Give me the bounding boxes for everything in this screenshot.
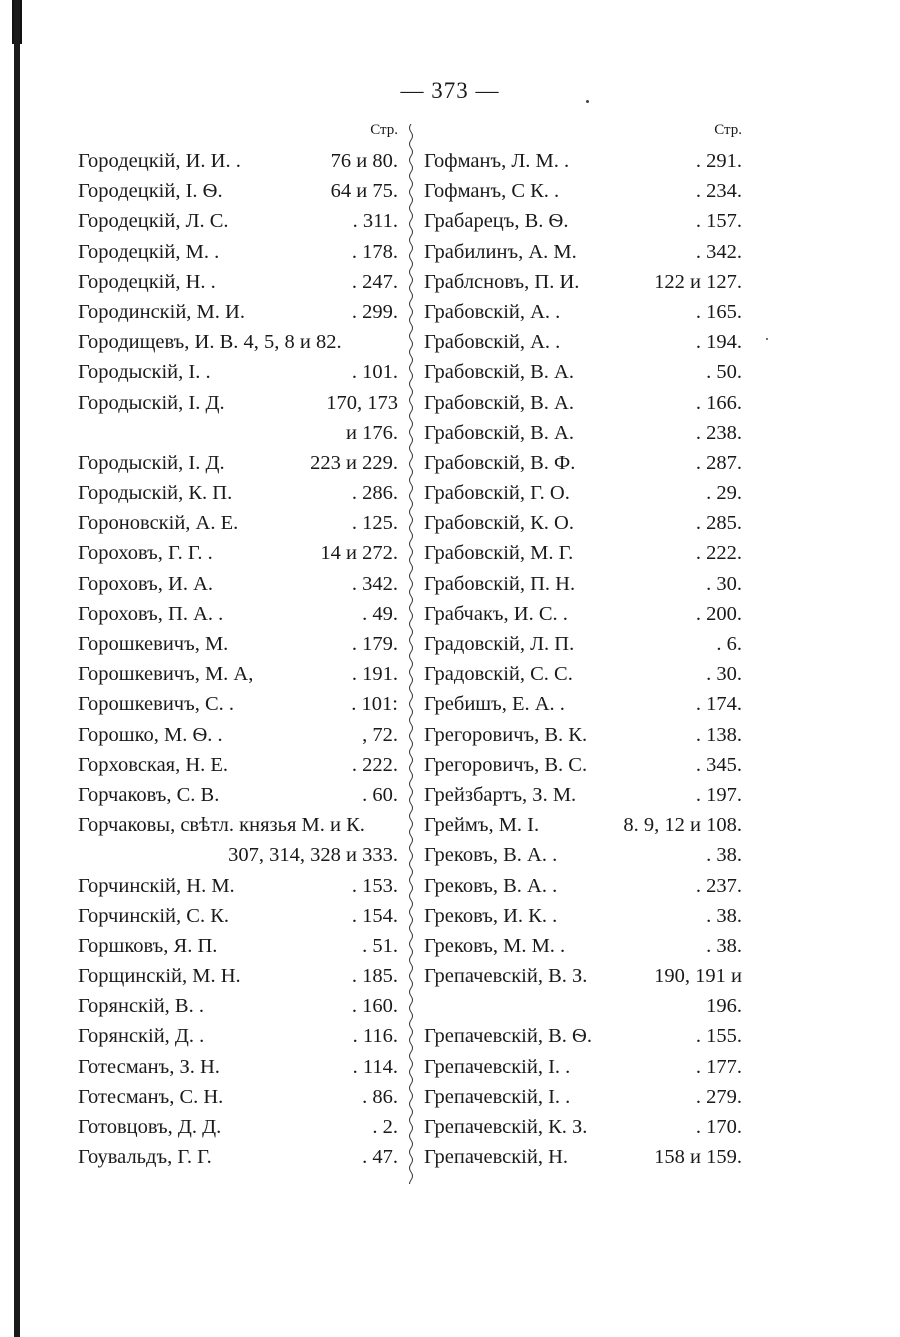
entry-name: Городыскій, І. . — [78, 361, 211, 384]
index-entry — [78, 508, 398, 538]
entry-name: Городецкій, І. Ѳ. — [78, 180, 223, 203]
entry-name: Горянскій, В. . — [78, 995, 204, 1018]
entry-pages: . 279. — [695, 1085, 742, 1108]
index-entry — [424, 146, 742, 176]
entry-name: Горошко, М. Ѳ. . — [78, 723, 223, 746]
entry-name: Грабовскій, В. А. — [424, 391, 574, 414]
entry-pages: . 101: — [351, 693, 398, 716]
index-entry — [78, 780, 398, 810]
index-entry — [424, 961, 742, 991]
index-entry — [424, 689, 742, 719]
index-entry — [78, 1021, 398, 1051]
entry-name: Грегоровичъ, В. К. — [424, 723, 588, 746]
index-entry — [424, 750, 742, 780]
index-entry — [424, 508, 742, 538]
index-entry — [78, 901, 398, 931]
index-entry — [424, 901, 742, 931]
entry-pages: . 49. — [362, 602, 398, 625]
index-entry — [78, 1142, 398, 1172]
entry-pages: . 101. — [351, 361, 398, 384]
entry-name: Гофманъ, С К. . — [424, 180, 560, 203]
entry-pages: , 72. — [362, 723, 398, 746]
entry-name: Грековъ, В. А. . — [424, 874, 558, 897]
entry-pages: . 6. — [716, 633, 742, 655]
entry-pages: . 247. — [351, 270, 398, 293]
index-entry — [424, 327, 742, 357]
entry-name: Городыскій, К. П. — [78, 482, 233, 505]
entry-name: Городецкій, Л. С. — [78, 210, 229, 233]
entry-name: Гоувальдъ, Г. Г. — [78, 1146, 212, 1169]
index-entry — [424, 267, 742, 297]
entry-pages: . 30. — [706, 572, 742, 595]
entry-name: Градовскій, Л. П. — [424, 633, 575, 655]
index-entry — [78, 206, 398, 236]
entry-pages: . 234. — [695, 180, 742, 203]
index-entry — [78, 871, 398, 901]
index-entry — [78, 297, 398, 327]
entry-name: Грепачевскій, К. З. — [424, 1116, 588, 1138]
column-header-pages: Стр. — [714, 122, 742, 138]
index-entry — [424, 780, 742, 810]
index-entry — [78, 146, 398, 176]
entry-pages: . 50. — [706, 361, 742, 384]
entry-pages: . 166. — [695, 391, 742, 414]
index-entry — [424, 388, 742, 418]
entry-pages: 190, 191 и — [654, 965, 742, 988]
entry-name: Грабовскій, П. Н. — [424, 572, 576, 595]
entry-pages: и 176. — [346, 421, 398, 444]
entry-name: Грабовскій, А. . — [424, 331, 561, 354]
entry-name: Городищевъ, И. В. 4, 5, 8 и 82. — [78, 331, 342, 354]
entry-name: Грабчакъ, И. С. . — [424, 602, 568, 625]
entry-name: Грейзбартъ, З. М. — [424, 783, 577, 806]
entry-name: Грабовскій, В. А. — [424, 361, 574, 384]
entry-name: Готесманъ, З. Н. — [78, 1055, 220, 1078]
index-entry — [424, 840, 742, 870]
index-entry — [78, 961, 398, 991]
index-entry — [424, 237, 742, 267]
index-entry — [424, 569, 742, 599]
entry-pages: . 86. — [362, 1085, 398, 1108]
entry-pages: . 197. — [695, 783, 742, 806]
entry-pages: . 174. — [695, 693, 742, 716]
index-entry — [424, 297, 742, 327]
index-entry — [424, 1052, 742, 1082]
entry-name: Городыскій, І. Д. — [78, 451, 225, 474]
index-entry — [78, 357, 398, 387]
index-entry — [78, 1112, 398, 1142]
entry-name: Горчинскій, С. К. — [78, 904, 229, 927]
entry-pages: . 170. — [695, 1116, 742, 1138]
index-entry — [78, 750, 398, 780]
entry-pages: 158 и 159. — [654, 1146, 742, 1169]
entry-name: Грабовскій, М. Г. — [424, 542, 574, 565]
index-entry — [424, 176, 742, 206]
entry-name: Горчинскій, Н. М. — [78, 874, 235, 897]
entry-name: Готовцовъ, Д. Д. — [78, 1116, 222, 1138]
entry-name: Грепачевскій, В. З. — [424, 965, 588, 988]
entry-name: Гороховъ, И. А. — [78, 572, 214, 595]
entry-name: Гороховъ, Г. Г. . — [78, 542, 213, 565]
index-entry — [78, 599, 398, 629]
entry-pages: . 222. — [695, 542, 742, 565]
entry-name: Городецкій, И. И. . — [78, 150, 241, 172]
entry-pages: . 237. — [695, 874, 742, 897]
entry-name: Городецкій, М. . — [78, 240, 220, 263]
index-entry — [78, 237, 398, 267]
entry-name: Гребишъ, Е. А. . — [424, 693, 565, 716]
entry-pages: . 191. — [351, 663, 398, 686]
entry-pages: . 125. — [351, 512, 398, 535]
index-entry — [424, 206, 742, 236]
entry-name: Горчаковы, свѣтл. князья М. и К. — [78, 814, 365, 837]
entry-name: Грековъ, И. К. . — [424, 904, 558, 927]
index-entry — [78, 991, 398, 1021]
index-entry — [78, 1052, 398, 1082]
entry-pages: . 154. — [351, 904, 398, 927]
entry-pages: . 222. — [351, 753, 398, 776]
index-entry — [424, 1082, 742, 1112]
index-entry — [78, 629, 398, 659]
index-entry — [78, 478, 398, 508]
entry-pages: 122 и 127. — [654, 270, 742, 293]
entry-name: Грепачевскій, В. Ѳ. — [424, 1025, 592, 1048]
entry-name: Городинскій, М. И. — [78, 300, 245, 323]
index-entry — [78, 388, 398, 418]
entry-pages: . 179. — [351, 633, 398, 655]
index-entry — [78, 931, 398, 961]
entry-name: Грепачевскій, І. . — [424, 1055, 571, 1078]
entry-pages: . 185. — [351, 965, 398, 988]
print-speck — [586, 100, 589, 103]
entry-pages: . 194. — [695, 331, 742, 354]
index-entry — [424, 1112, 742, 1142]
entry-pages: . 345. — [695, 753, 742, 776]
entry-pages: . 47. — [362, 1146, 398, 1169]
entry-pages: 196. — [706, 995, 742, 1018]
entry-pages: 8. 9, 12 и 108. — [623, 814, 742, 837]
entry-name: Готесманъ, С. Н. — [78, 1085, 224, 1108]
page-number: — 373 — — [400, 78, 500, 103]
entry-pages: 307, 314, 328 и 333. — [228, 844, 398, 867]
entry-pages: . 29. — [706, 482, 742, 505]
entry-name: Граблсновъ, П. И. — [424, 270, 580, 293]
index-entry — [424, 871, 742, 901]
entry-pages: . 286. — [351, 482, 398, 505]
entry-name: Грабовскій, В. А. — [424, 421, 574, 444]
index-entry — [424, 629, 742, 659]
entry-name: Горянскій, Д. . — [78, 1025, 205, 1048]
entry-pages: . 155. — [695, 1025, 742, 1048]
entry-pages: . 114. — [352, 1055, 398, 1078]
index-entry — [424, 357, 742, 387]
entry-pages: . 38. — [706, 904, 742, 927]
entry-name: Горшковъ, Я. П. — [78, 934, 218, 957]
entry-pages: . 157. — [695, 210, 742, 233]
entry-pages: . 291. — [695, 150, 742, 172]
entry-pages: . 238. — [695, 421, 742, 444]
index-entry — [424, 418, 742, 448]
entry-pages: . 2. — [372, 1116, 398, 1138]
entry-pages: 223 и 229. — [310, 451, 398, 474]
entry-name: Грековъ, В. А. . — [424, 844, 558, 867]
index-entry — [78, 720, 398, 750]
entry-pages: 170, 173 — [326, 391, 398, 414]
print-speck — [766, 338, 768, 340]
page-spine — [14, 0, 20, 1337]
entry-pages: . 60. — [362, 783, 398, 806]
entry-pages: 76 и 80. — [330, 150, 398, 172]
entry-pages: . 138. — [695, 723, 742, 746]
entry-pages: . 160. — [351, 995, 398, 1018]
entry-pages: . 287. — [695, 451, 742, 474]
entry-name: Грабовскій, К. О. — [424, 512, 574, 535]
index-entry — [78, 1082, 398, 1112]
entry-name: Горошкевичъ, М. — [78, 633, 229, 655]
entry-name: Горошкевичъ, С. . — [78, 693, 234, 716]
entry-pages: . 116. — [352, 1025, 398, 1048]
entry-pages: . 38. — [706, 934, 742, 957]
index-entry — [424, 478, 742, 508]
entry-pages: . 299. — [351, 300, 398, 323]
entry-pages: . 38. — [706, 844, 742, 867]
index-entry — [424, 810, 742, 840]
entry-name: Грабовскій, Г. О. — [424, 482, 570, 505]
index-list-left — [78, 146, 398, 1172]
column-header-pages: Стр. — [370, 122, 398, 138]
index-entry — [424, 720, 742, 750]
entry-pages: . 342. — [351, 572, 398, 595]
entry-name: Грабовскій, В. Ф. — [424, 451, 576, 474]
entry-name: Гороновскій, А. Е. — [78, 512, 239, 535]
index-entry — [424, 1021, 742, 1051]
entry-name: Городыскій, І. Д. — [78, 391, 225, 414]
entry-pages: . 178. — [351, 240, 398, 263]
entry-name: Городецкій, Н. . — [78, 270, 216, 293]
entry-name: Греймъ, М. І. — [424, 814, 540, 837]
index-entry — [78, 689, 398, 719]
entry-pages: . 177. — [695, 1055, 742, 1078]
entry-pages: . 30. — [706, 663, 742, 686]
index-entry — [424, 931, 742, 961]
index-column-left — [78, 122, 398, 1172]
entry-name: Грепачевскій, І. . — [424, 1085, 571, 1108]
index-entry — [424, 448, 742, 478]
entry-pages: . 311. — [352, 210, 398, 233]
entry-name: Грабилинъ, А. М. — [424, 240, 577, 263]
entry-pages: . 153. — [351, 874, 398, 897]
index-entry — [424, 1142, 742, 1172]
index-entry — [78, 176, 398, 206]
entry-name: Грабовскій, А. . — [424, 300, 561, 323]
entry-pages: . 285. — [695, 512, 742, 535]
column-divider — [404, 124, 418, 1184]
entry-pages: . 165. — [695, 300, 742, 323]
index-entry — [424, 599, 742, 629]
entry-pages: . 200. — [695, 602, 742, 625]
index-list-right — [424, 146, 742, 1172]
index-entry — [78, 267, 398, 297]
entry-name: Грегоровичъ, В. С. — [424, 753, 588, 776]
entry-name: Грековъ, М. М. . — [424, 934, 566, 957]
entry-pages: . 51. — [362, 934, 398, 957]
index-entry — [78, 659, 398, 689]
entry-name: Горховская, Н. Е. — [78, 753, 229, 776]
entry-name: Горщинскій, М. Н. — [78, 965, 241, 988]
entry-name: Грабарецъ, В. Ѳ. — [424, 210, 569, 233]
index-entry — [78, 448, 398, 478]
entry-pages: 64 и 75. — [330, 180, 398, 203]
entry-pages: 14 и 272. — [320, 542, 398, 565]
entry-name: Гофманъ, Л. М. . — [424, 150, 570, 172]
entry-name: Горошкевичъ, М. А, — [78, 663, 254, 686]
entry-name: Горчаковъ, С. В. — [78, 783, 220, 806]
entry-name: Гороховъ, П. А. . — [78, 602, 224, 625]
index-entry — [78, 569, 398, 599]
index-entry — [424, 538, 742, 568]
entry-name: Градовскій, С. С. — [424, 663, 573, 686]
index-entry — [78, 538, 398, 568]
entry-pages: . 342. — [695, 240, 742, 263]
index-column-right — [424, 122, 742, 1172]
index-entry — [424, 659, 742, 689]
entry-name: Грепачевскій, Н. — [424, 1146, 569, 1169]
